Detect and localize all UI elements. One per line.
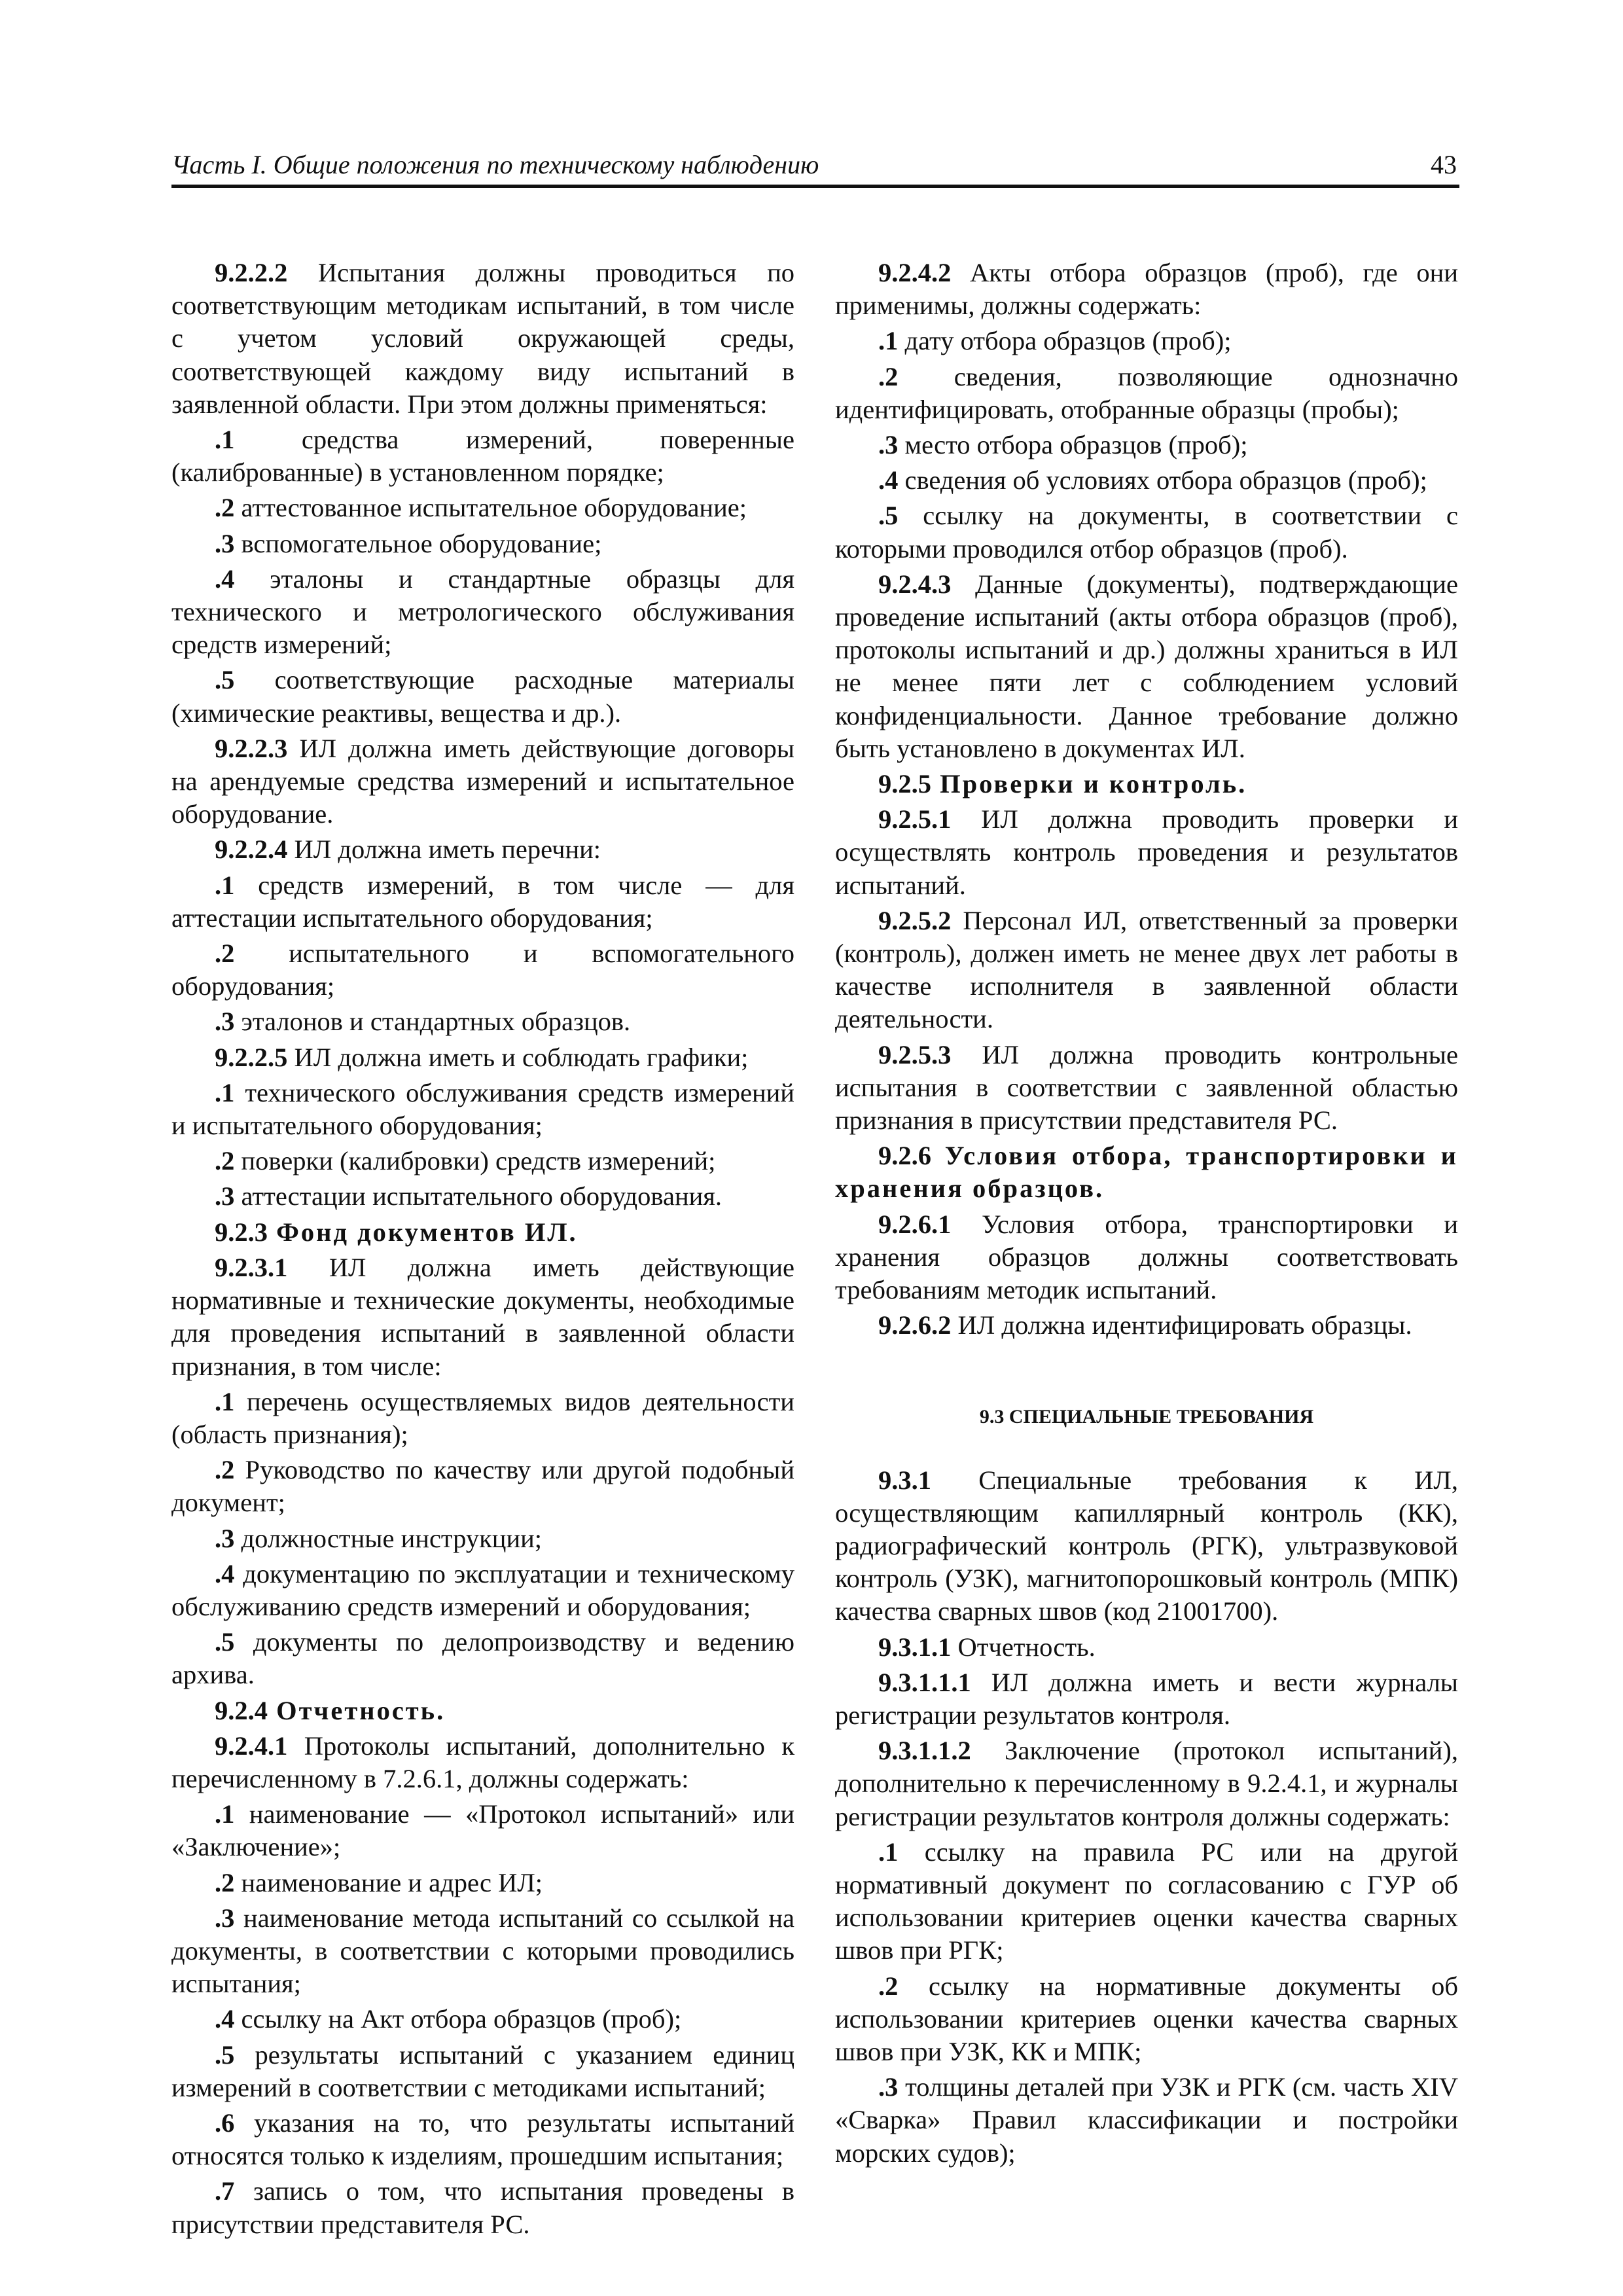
clause-text: эталоны и стандартные образцы для технического и метрологического обслуживания средств измерений; bbox=[171, 564, 794, 660]
clause-text: Отчетность. bbox=[268, 1695, 446, 1725]
paragraph bbox=[171, 2003, 794, 2036]
clause-number: .5 bbox=[215, 665, 235, 695]
clause-text: документацию по эксплуатации и техническому обслуживанию средств измерений и оборудования; bbox=[171, 1558, 794, 1621]
paragraph bbox=[171, 1251, 794, 1383]
paragraph bbox=[171, 2107, 794, 2172]
clause-text: ИЛ должна иметь и соблюдать графики; bbox=[287, 1042, 749, 1072]
clause-text: Испытания должны проводиться по соответствующим методикам испытаний, в том числе с учетом условий окружающей среды, соответствующей каждому виду испытаний в заявленной области. При этом должны применяться: bbox=[171, 258, 794, 419]
paragraph bbox=[835, 464, 1458, 497]
paragraph bbox=[171, 492, 794, 524]
paragraph bbox=[171, 1216, 794, 1249]
clause-number: .1 bbox=[215, 1386, 235, 1416]
clause-number: 9.2.3 bbox=[215, 1217, 268, 1247]
paragraph bbox=[835, 325, 1458, 357]
paragraph bbox=[835, 429, 1458, 461]
clause-number: 9.2.4.2 bbox=[878, 258, 952, 287]
clause-text: указания на то, что результаты испытаний относятся только к изделиям, прошедшим испытания; bbox=[171, 2108, 794, 2171]
clause-text: Проверки и контроль. bbox=[931, 769, 1247, 799]
clause-number: .3 bbox=[215, 1903, 235, 1933]
clause-text: Протоколы испытаний, дополнительно к перечисленному в 7.2.6.1, должны содержать: bbox=[171, 1731, 794, 1793]
clause-number: 9.2.5.3 bbox=[878, 1039, 952, 1069]
clause-number: .1 bbox=[878, 1837, 899, 1867]
paragraph bbox=[835, 257, 1458, 322]
clause-text: ИЛ должна иметь и вести журналы регистрации результатов контроля. bbox=[835, 1667, 1458, 1730]
paragraph bbox=[171, 1041, 794, 1074]
clause-text: соответствующие расходные материалы (химические реактивы, вещества и др.). bbox=[171, 665, 794, 728]
paragraph bbox=[835, 1836, 1458, 1967]
clause-number: .4 bbox=[215, 564, 235, 594]
clause-text: документы по делопроизводству и ведению архива. bbox=[171, 1627, 794, 1690]
paragraph bbox=[835, 499, 1458, 565]
clause-number: 9.2.6 bbox=[878, 1141, 931, 1171]
paragraph bbox=[171, 833, 794, 866]
paragraph bbox=[171, 2175, 794, 2240]
paragraph bbox=[171, 528, 794, 560]
clause-text: сведения, позволяющие однозначно идентифицировать, отобранные образцы (пробы); bbox=[835, 361, 1458, 424]
clause-number: .7 bbox=[215, 2176, 235, 2206]
running-header bbox=[171, 145, 1459, 188]
paragraph bbox=[171, 869, 794, 935]
clause-number: .1 bbox=[215, 425, 235, 455]
clause-number: 9.2.4.3 bbox=[878, 569, 952, 599]
clause-text: испытательного и вспомогательного оборудования; bbox=[171, 939, 794, 1001]
clause-text: Руководство по качеству или другой подобный документ; bbox=[171, 1455, 794, 1518]
clause-number: .4 bbox=[215, 1558, 235, 1588]
clause-number: 9.2.5.1 bbox=[878, 804, 952, 834]
paragraph bbox=[171, 1867, 794, 1899]
clause-number: .4 bbox=[878, 465, 899, 495]
paragraph bbox=[171, 1005, 794, 1038]
clause-number: .1 bbox=[215, 870, 235, 900]
clause-text: технического обслуживания средств измерений и испытательного оборудования; bbox=[171, 1077, 794, 1141]
clause-number: .1 bbox=[215, 1799, 235, 1829]
clause-text: ссылку на правила РС или на другой нормативный документ по согласованию с ГУР об использовании критериев оценки качества сварных швов при РГК; bbox=[835, 1837, 1458, 1965]
paragraph bbox=[171, 423, 794, 489]
clause-number: .2 bbox=[215, 939, 235, 969]
clause-number: 9.3.1.1.2 bbox=[878, 1736, 971, 1766]
clause-text: Персонал ИЛ, ответственный за проверки (контроль), должен иметь не менее двух лет работы в качестве исполнителя в заявленной области деятельности. bbox=[835, 905, 1458, 1034]
paragraph bbox=[835, 2071, 1458, 2170]
clause-number: .3 bbox=[215, 1007, 235, 1037]
clause-text: наименование метода испытаний со ссылкой на документы, в соответствии с которыми проводились испытания; bbox=[171, 1903, 794, 1999]
paragraph bbox=[835, 1208, 1458, 1307]
clause-text: наименование — «Протокол испытаний» или «Заключение»; bbox=[171, 1799, 794, 1862]
clause-number: 9.3.1.1.1 bbox=[878, 1667, 971, 1697]
clause-text: Условия отбора, транспортировки и хранения образцов. bbox=[835, 1141, 1458, 1204]
clause-text: запись о том, что испытания проведены в присутствии представителя РС. bbox=[171, 2176, 794, 2239]
paragraph bbox=[171, 1695, 794, 1727]
clause-text: ИЛ должна иметь действующие нормативные и технические документы, необходимые для проведения испытаний в заявленной области признания, в том числе: bbox=[171, 1252, 794, 1381]
paragraph bbox=[171, 563, 794, 662]
paragraph bbox=[835, 1970, 1458, 2069]
clause-text: результаты испытаний с указанием единиц измерений в соответствии с методиками испытаний; bbox=[171, 2039, 794, 2102]
clause-number: 9.2.6.1 bbox=[878, 1209, 952, 1239]
paragraph bbox=[171, 1454, 794, 1519]
clause-number: 9.2.3.1 bbox=[215, 1252, 288, 1282]
clause-number: 9.2.4.1 bbox=[215, 1731, 288, 1761]
paragraph bbox=[835, 568, 1458, 765]
clause-number: 9.2.5 bbox=[878, 769, 931, 799]
clause-number: 9.2.2.5 bbox=[215, 1042, 288, 1072]
left-column bbox=[171, 254, 794, 2239]
paragraph bbox=[171, 1730, 794, 1795]
clause-text: ИЛ должна проводить контрольные испытания в соответствии с заявленной областью признания в присутствии представителя РС. bbox=[835, 1039, 1458, 1136]
clause-text: место отбора образцов (проб); bbox=[898, 430, 1248, 460]
clause-number: .3 bbox=[215, 528, 235, 558]
clause-text: Фонд документов ИЛ. bbox=[268, 1217, 578, 1247]
page-number: 43 bbox=[1431, 150, 1457, 179]
clause-number: .3 bbox=[215, 1181, 235, 1211]
clause-text: ссылку на нормативные документы об использовании критериев оценки качества сварных швов при УЗК, КК и МПК; bbox=[835, 1971, 1458, 2066]
clause-number: 9.2.4 bbox=[215, 1695, 268, 1725]
clause-number: .2 bbox=[215, 1455, 235, 1485]
clause-number: .3 bbox=[878, 430, 899, 460]
right-column-top bbox=[835, 257, 1458, 1342]
paragraph bbox=[171, 1798, 794, 1863]
clause-number: 9.3.1 bbox=[878, 1465, 931, 1495]
clause-text: ИЛ должна проводить проверки и осуществлять контроль проведения и результатов испытаний. bbox=[835, 804, 1458, 900]
clause-text: ИЛ должна иметь перечни: bbox=[287, 834, 601, 865]
clause-text: перечень осуществляемых видов деятельности (область признания); bbox=[171, 1386, 794, 1449]
paragraph bbox=[171, 732, 794, 831]
clause-text: Отчетность. bbox=[951, 1632, 1096, 1662]
clause-text: сведения об условиях отбора образцов (проб); bbox=[898, 465, 1427, 495]
paragraph bbox=[835, 1139, 1458, 1205]
clause-number: 9.2.5.2 bbox=[878, 905, 952, 935]
clause-text: дату отбора образцов (проб); bbox=[898, 326, 1232, 356]
clause-text: ссылку на Акт отбора образцов (проб); bbox=[234, 2004, 682, 2034]
clause-number: .5 bbox=[878, 501, 899, 531]
clause-number: 9.2.2.2 bbox=[215, 258, 288, 287]
clause-number: .1 bbox=[215, 1077, 235, 1107]
clause-text: аттестованное испытательное оборудование; bbox=[234, 493, 747, 523]
clause-number: .2 bbox=[215, 1146, 235, 1176]
paragraph bbox=[171, 1077, 794, 1142]
clause-text: Данные (документы), подтверждающие проведение испытаний (акты отбора образцов (проб), протоколы испытаний и др.) должны храниться в ИЛ не менее пяти лет с соблюдением условий конфиденциальности. Данное требование должно быть установлено в документах ИЛ. bbox=[835, 569, 1458, 763]
clause-number: .2 bbox=[215, 493, 235, 523]
clause-text: средства измерений, поверенные (калиброванные) в установленном порядке; bbox=[171, 425, 794, 488]
clause-text: аттестации испытательного оборудования. bbox=[234, 1181, 722, 1211]
paragraph bbox=[171, 1522, 794, 1555]
clause-text: эталонов и стандартных образцов. bbox=[234, 1007, 631, 1037]
clause-number: .1 bbox=[878, 326, 899, 356]
clause-text: ИЛ должна иметь действующие договоры на арендуемые средства измерений и испытательное оборудование. bbox=[171, 733, 794, 829]
paragraph bbox=[171, 1180, 794, 1213]
clause-number: 9.3.1.1 bbox=[878, 1632, 952, 1662]
clause-number: .2 bbox=[878, 1971, 899, 2001]
clause-text: ссылку на документы, в соответствии с которыми проводился отбор образцов (проб). bbox=[835, 501, 1458, 564]
paragraph bbox=[835, 1309, 1458, 1342]
clause-text: средств измерений, в том числе — для аттестации испытательного оборудования; bbox=[171, 870, 794, 933]
section-heading: 9.3 СПЕЦИАЛЬНЫЕ ТРЕБОВАНИЯ bbox=[979, 1405, 1314, 1427]
clause-text: толщины деталей при УЗК и РГК (см. часть XIV «Сварка» Правил классификации и постройки морских судов); bbox=[835, 2072, 1458, 2168]
paragraph bbox=[835, 1734, 1458, 1833]
paragraph bbox=[171, 1386, 794, 1451]
clause-number: .5 bbox=[215, 2039, 235, 2070]
clause-text: Заключение (протокол испытаний), дополнительно к перечисленному в 9.2.4.1, и журналы регистрации результатов контроля должны содержать: bbox=[835, 1736, 1458, 1831]
clause-text: Акты отбора образцов (проб), где они применимы, должны содержать: bbox=[835, 258, 1458, 321]
paragraph bbox=[835, 361, 1458, 426]
paragraph bbox=[171, 257, 794, 421]
clause-text: поверки (калибровки) средств измерений; bbox=[234, 1146, 716, 1176]
paragraph bbox=[835, 905, 1458, 1036]
clause-text: ИЛ должна идентифицировать образцы. bbox=[951, 1310, 1412, 1340]
paragraph bbox=[835, 1464, 1458, 1628]
clause-text: должностные инструкции; bbox=[234, 1523, 543, 1553]
paragraph bbox=[171, 1626, 794, 1691]
clause-number: 9.2.2.4 bbox=[215, 834, 288, 865]
paragraph bbox=[835, 1631, 1458, 1664]
clause-number: .3 bbox=[878, 2072, 899, 2102]
paragraph bbox=[171, 937, 794, 1003]
clause-number: .3 bbox=[215, 1523, 235, 1553]
paragraph bbox=[835, 1666, 1458, 1732]
clause-number: .2 bbox=[215, 1867, 235, 1897]
paragraph bbox=[835, 768, 1458, 800]
paragraph bbox=[171, 2039, 794, 2104]
right-column-bottom bbox=[835, 1464, 1458, 2170]
clause-text: наименование и адрес ИЛ; bbox=[234, 1867, 543, 1897]
clause-number: .4 bbox=[215, 2004, 235, 2034]
clause-number: .2 bbox=[878, 361, 899, 391]
paragraph bbox=[835, 1039, 1458, 1138]
paragraph bbox=[171, 1558, 794, 1623]
paragraph bbox=[171, 664, 794, 729]
paragraph bbox=[171, 1145, 794, 1177]
clause-number: 9.2.2.3 bbox=[215, 733, 288, 763]
clause-number: .5 bbox=[215, 1627, 235, 1657]
clause-text: Условия отбора, транспортировки и хранения образцов должны соответствовать требованиям методик испытаний. bbox=[835, 1209, 1458, 1305]
right-column bbox=[835, 254, 1458, 2217]
paragraph bbox=[835, 803, 1458, 902]
clause-number: .6 bbox=[215, 2108, 235, 2138]
clause-number: 9.2.6.2 bbox=[878, 1310, 952, 1340]
paragraph bbox=[171, 1902, 794, 2001]
header-title: Часть I. Общие положения по техническому наблюдению bbox=[171, 150, 819, 179]
clause-text: вспомогательное оборудование; bbox=[234, 528, 602, 558]
clause-text: Специальные требования к ИЛ, осуществляющим капиллярный контроль (КК), радиографический контроль (РГК), ультразвуковой контроль (УЗК), магнитопорошковый контроль (МПК) качества сварных швов (код 21001700). bbox=[835, 1465, 1458, 1626]
